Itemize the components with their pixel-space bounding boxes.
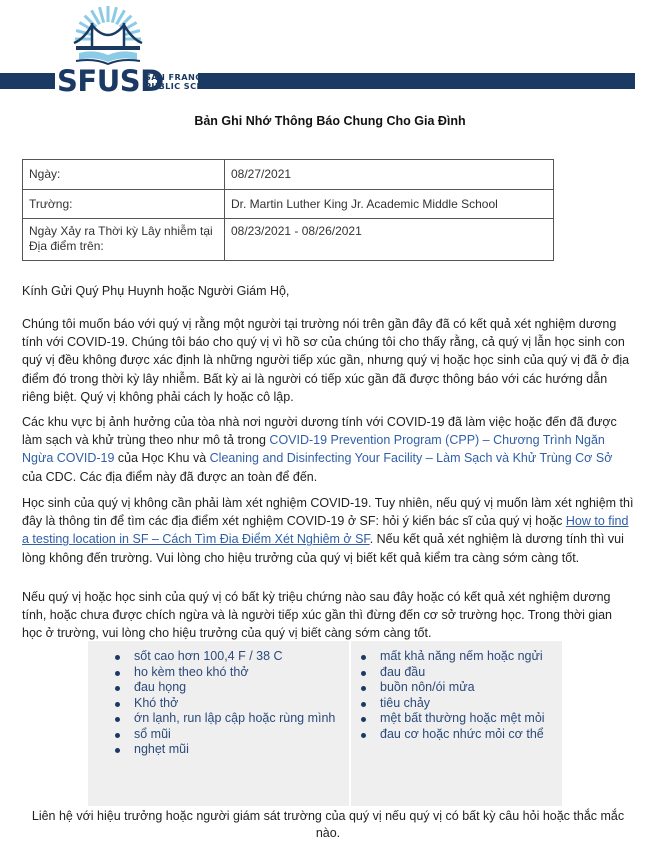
symptom-item: nghẹt mũi: [134, 742, 349, 758]
brand-subname: [145, 73, 230, 90]
paragraph-text: của Học Khu và: [114, 451, 210, 466]
bridge-sunrise-book-logo-icon: [70, 3, 146, 67]
symptoms-column-left: [88, 641, 351, 806]
paragraph-text: của CDC. Các địa điểm này đã được an toàn để đến.: [22, 469, 318, 484]
table-row-exposure-period: [23, 219, 554, 261]
symptom-item: buồn nôn/ói mửa: [380, 680, 550, 696]
symptom-item: ớn lạnh, run lập cập hoặc rùng mình: [134, 711, 349, 727]
header-bar-right: [198, 73, 635, 89]
symptom-item: đau cơ hoặc nhức mỏi cơ thể: [380, 727, 550, 743]
paragraph-notification: Chúng tôi muốn báo với quý vị rằng một người tại trường nói trên gần đây đã có kết quả xét nghiệm dương tính với COVID-19. Chúng tôi báo cho quý vị vì hồ sơ của chúng tôi cho thấy rằng, cả quý vị lẫn học sinh con quý vị đều không được xác định là những người tiếp xúc gần, nhưng quý vị hoặc học sinh của quý vị đã ở địa điểm đó trong thời kỳ lây nhiễm. Bất kỳ ai là người có tiếp xúc gần đã được thông báo với các hướng dẫn riêng biệt. Quý vị không phải cách ly hoặc cô lập.: [22, 317, 630, 404]
symptom-item: Khó thở: [134, 696, 349, 712]
symptom-item: sổ mũi: [134, 727, 349, 743]
symptom-item: mất khả năng nếm hoặc ngửi: [380, 649, 550, 665]
symptom-item: mệt bất thường hoặc mệt mỏi: [380, 711, 550, 727]
brand-subname-line2: PUBLIC SCHOOLS: [145, 80, 231, 91]
symptoms-panel: [88, 641, 562, 806]
table-label: Trường:: [23, 190, 225, 219]
symptoms-list-left: [88, 641, 349, 758]
paragraph-text: Học sinh của quý vị không cần phải làm xét nghiệm COVID-19. Tuy nhiên, nếu quý vị muốn làm xét nghiệm thì đây là thông tin để tìm các địa điểm xét nghiệm COVID-19 ở SF: hỏi ý kiến bác sĩ của quý vị hoặc: [22, 496, 634, 529]
table-value: Dr. Martin Luther King Jr. Academic Middle School: [225, 190, 554, 219]
header-bar-left: [0, 73, 55, 89]
cpp-program-link[interactable]: COVID-19 Prevention Program (CPP) – Chương Trình Ngăn Ngừa COVID-19: [22, 433, 605, 466]
greeting: Kính Gửi Quý Phụ Huynh hoặc Người Giám Hộ,: [22, 284, 290, 298]
symptom-item: đau đầu: [380, 665, 550, 681]
table-value: 08/23/2021 - 08/26/2021: [225, 219, 554, 261]
symptoms-list-right: [351, 641, 550, 742]
symptom-item: đau họng: [134, 680, 349, 696]
paragraph-symptoms-intro: Nếu quý vị hoặc học sinh của quý vị có bất kỳ triệu chứng nào sau đây hoặc có kết quả xét nghiệm dương tính, hoặc chưa được chích ngừa và là người tiếp xúc gần thì đừng đến cơ sở trường học. Trong thời gian học ở trường, vui lòng cho hiệu trưởng của quý vị biết càng sớm càng tốt.: [22, 590, 612, 641]
info-table: [22, 159, 554, 261]
cdc-cleaning-link[interactable]: Cleaning and Disinfecting Your Facility – Làm Sạch và Khử Trùng Cơ Sở: [209, 451, 613, 466]
paragraph-cleaning: [22, 413, 634, 486]
brand-wordmark: SFUSD: [57, 64, 164, 98]
contact-note: Liên hệ với hiệu trưởng hoặc người giám sát trường của quý vị nếu quý vị có bất kỳ câu hỏi hoặc thắc mắc nào.: [31, 809, 625, 840]
paragraph-text: . Nếu kết quả xét nghiệm là dương tính thì vui lòng không đến trường. Vui lòng cho hiệu trưởng của quý vị biết kết quả kiểm tra càng sớm càng tốt.: [22, 532, 624, 565]
paragraph-testing: [22, 494, 634, 567]
symptom-item: tiêu chảy: [380, 696, 550, 712]
table-row-date: [23, 160, 554, 190]
symptoms-column-right: [351, 641, 562, 806]
symptom-item: ho kèm theo khó thở: [134, 665, 349, 681]
table-value: 08/27/2021: [225, 160, 554, 190]
table-row-school: [23, 190, 554, 219]
symptom-item: sốt cao hơn 100,4 F / 38 C: [134, 649, 349, 665]
testing-location-link[interactable]: How to find a testing location in SF – Cách Tìm Địa Điểm Xét Nghiệm ở SF: [22, 514, 629, 547]
table-label: Ngày:: [23, 160, 225, 190]
table-label: Ngày Xảy ra Thời kỳ Lây nhiễm tại Địa điểm trên:: [23, 219, 225, 261]
paragraph-text: Các khu vực bị ảnh hưởng của tòa nhà nơi người dương tính với COVID-19 đã làm việc hoặc đến đã được làm sạch và khử trùng theo như mô tả trong: [22, 415, 617, 448]
document-title: Bản Ghi Nhớ Thông Báo Chung Cho Gia Đình: [194, 114, 466, 128]
brand-subname-line1: SAN FRANCISCO: [145, 72, 226, 82]
